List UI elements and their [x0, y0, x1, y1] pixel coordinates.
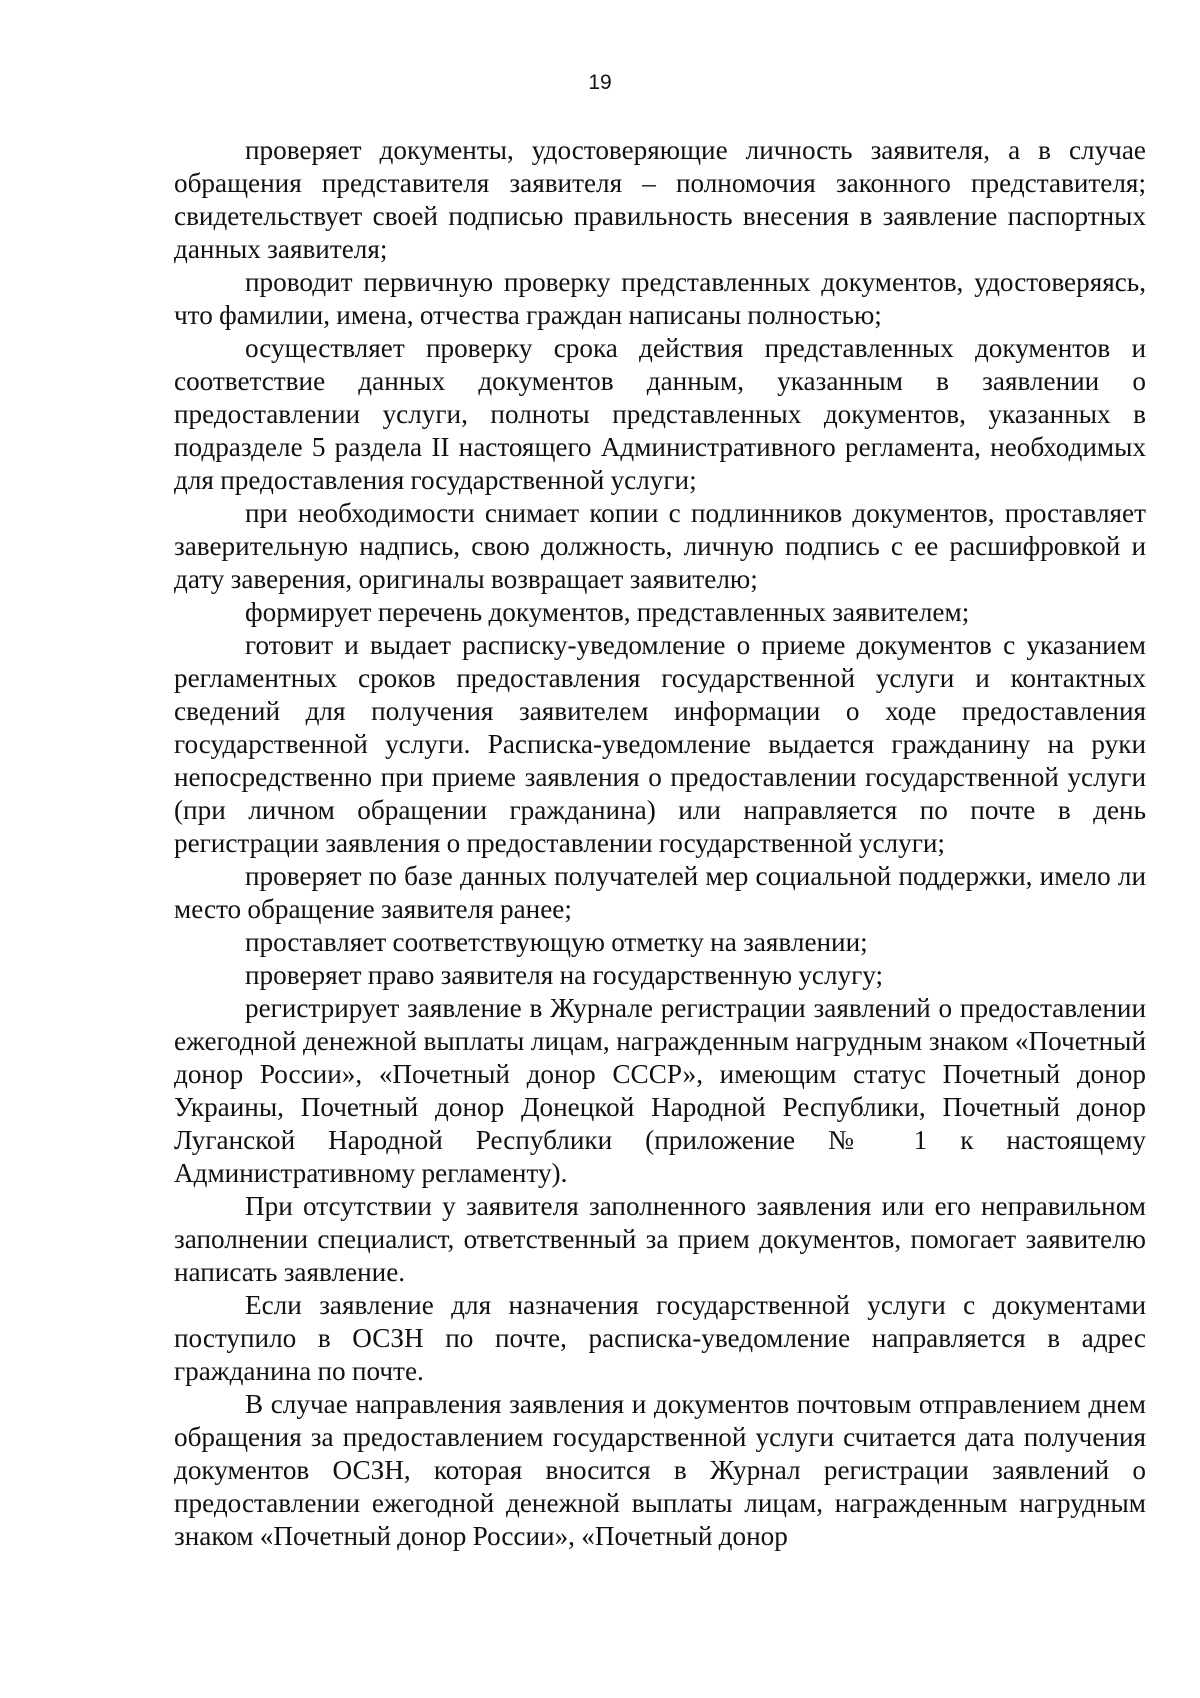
paragraph-mark: проставляет соответствующую отметку на заявлении;	[245, 927, 868, 957]
paragraph-postal-receipt: Если заявление для назначения государственной услуги с документами поступило в ОСЗН по почте, расписка-уведомление направляется в адрес гражданина по почте.	[174, 1290, 1146, 1386]
paragraph-receipt-notice: готовит и выдает расписку-уведомление о приеме документов с указанием регламентных сроков предоставления государственной услуги и контактных сведений для получения заявителем информации о ходе предоставления государственной услуги. Расписка-уведомление выдается гражданину на руки непосредственно при приеме заявления о предоставлении государственной услуги (при личном обращении гражданина) или направляется по почте в день регистрации заявления о предоставлении государственной услуги;	[174, 630, 1146, 858]
document-body	[174, 134, 1146, 1553]
paragraph-primary-check: проводит первичную проверку представленных документов, удостоверяясь, что фамилии, имена, отчества граждан написаны полностью;	[174, 267, 1146, 330]
paragraph-missing-application: При отсутствии у заявителя заполненного заявления или его неправильном заполнении специалист, ответственный за прием документов, помогает заявителю написать заявление.	[174, 1191, 1146, 1287]
page-number: 19	[588, 71, 612, 94]
paragraph-eligibility: проверяет право заявителя на государственную услугу;	[245, 960, 884, 990]
paragraph-verify-identity: проверяет документы, удостоверяющие личность заявителя, а в случае обращения представителя заявителя – полномочия законного представителя; свидетельствует своей подписью правильность внесения в заявление паспортных данных заявителя;	[174, 135, 1146, 264]
paragraph-validity-check: осуществляет проверку срока действия представленных документов и соответствие данных документов данным, указанным в заявлении о предоставлении услуги, полноты представленных документов, указанных в подразделе 5 раздела II настоящего Административного регламента, необходимых для предоставления государственной услуги;	[174, 333, 1146, 495]
paragraph-registration: регистрирует заявление в Журнале регистрации заявлений о предоставлении ежегодной денежной выплаты лицам, награжденным нагрудным знаком «Почетный донор России», «Почетный донор СССР», имеющим статус Почетный донор Украины, Почетный донор Донецкой Народной Республики, Почетный донор Луганской Народной Республики (приложение № 1 к настоящему Административному регламенту).	[174, 993, 1146, 1188]
paragraph-document-list: формирует перечень документов, представленных заявителем;	[245, 597, 970, 627]
paragraph-copies: при необходимости снимает копии с подлинников документов, проставляет заверительную надпись, свою должность, личную подпись с ее расшифровкой и дату заверения, оригиналы возвращает заявителю;	[174, 498, 1146, 594]
paragraph-postal-date: В случае направления заявления и документов почтовым отправлением днем обращения за предоставлением государственной услуги считается дата получения документов ОСЗН, которая вносится в Журнал регистрации заявлений о предоставлении ежегодной денежной выплаты лицам, награжденным нагрудным знаком «Почетный донор России», «Почетный донор	[174, 1389, 1146, 1551]
paragraph-database-check: проверяет по базе данных получателей мер социальной поддержки, имело ли место обращение заявителя ранее;	[174, 861, 1146, 924]
